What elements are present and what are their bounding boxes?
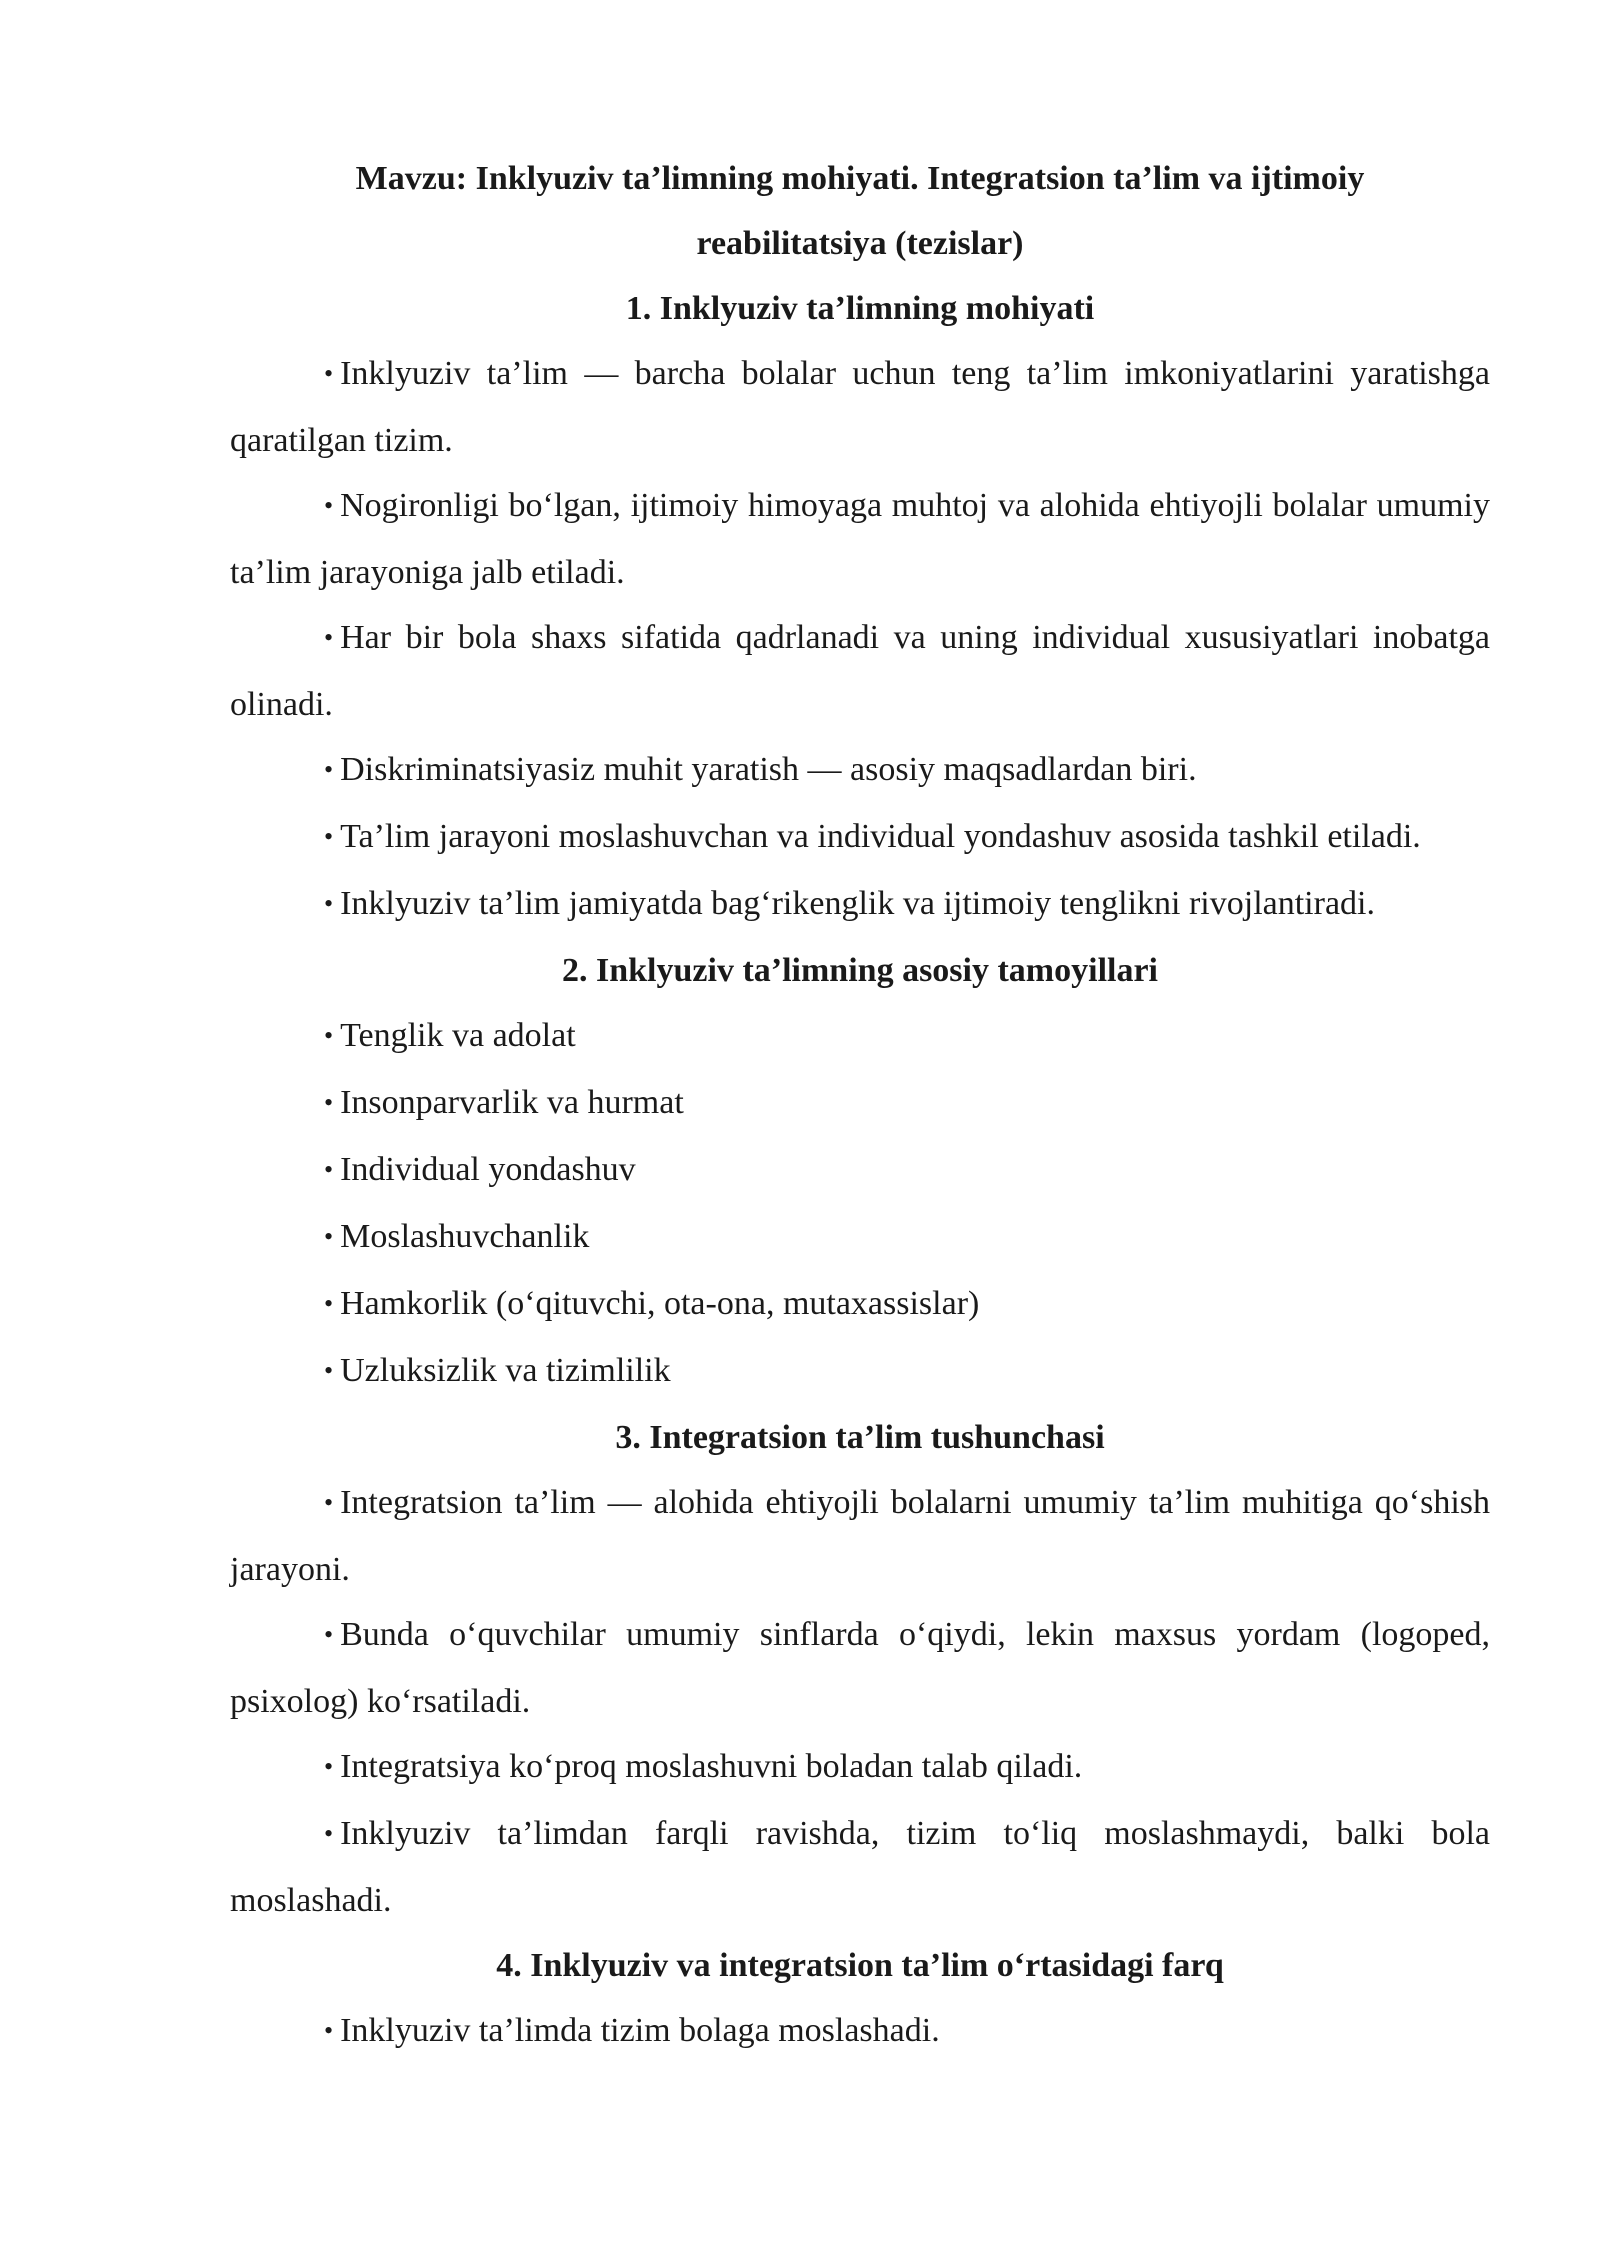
list-item: • Insonparvarlik va hurmat	[324, 1084, 684, 1121]
list-item: • Integratsion ta’lim — alohida ehtiyojli bolalarni umumiy ta’lim muhitiga qo‘shish jarayoni.	[230, 1484, 1490, 1588]
bullet-icon: •	[324, 889, 334, 918]
bullet-icon: •	[324, 1819, 334, 1848]
list-item: • Diskriminatsiyasiz muhit yaratish — asosiy maqsadlardan biri.	[324, 751, 1197, 788]
list-item: • Uzluksizlik va tizimlilik	[324, 1352, 671, 1389]
bullet-icon: •	[324, 1356, 334, 1385]
bullet-icon: •	[324, 1088, 334, 1117]
bullet-icon: •	[324, 1620, 334, 1649]
bullet-icon: •	[324, 2016, 334, 2045]
document-page	[230, 146, 1490, 2065]
list-item: • Ta’lim jarayoni moslashuvchan va individual yondashuv asosida tashkil etiladi.	[324, 818, 1421, 855]
bullet-icon: •	[324, 623, 334, 652]
bullet-icon: •	[324, 1155, 334, 1184]
list-item: • Inklyuziv ta’lim — barcha bolalar uchun teng ta’lim imkoniyatlarini yaratishga qaratilgan tizim.	[230, 355, 1490, 459]
section-heading-3: 3. Integratsion ta’lim tushunchasi	[615, 1419, 1105, 1456]
list-item: • Nogironligi bo‘lgan, ijtimoiy himoyaga muhtoj va alohida ehtiyojli bolalar umumiy ta’lim jarayoniga jalb etiladi.	[230, 487, 1490, 591]
bullet-icon: •	[324, 1488, 334, 1517]
list-item: • Moslashuvchanlik	[324, 1218, 590, 1255]
bullet-icon: •	[324, 755, 334, 784]
list-item: • Har bir bola shaxs sifatida qadrlanadi va uning individual xususiyatlari inobatga olinadi.	[230, 619, 1490, 723]
list-item: • Inklyuziv ta’limdan farqli ravishda, tizim to‘liq moslashmaydi, balki bola moslashadi.	[230, 1815, 1490, 1919]
bullet-icon: •	[324, 491, 334, 520]
bullet-icon: •	[324, 1222, 334, 1251]
bullet-icon: •	[324, 359, 334, 388]
list-item: • Integratsiya ko‘proq moslashuvni boladan talab qiladi.	[324, 1748, 1083, 1785]
section-heading-2: 2. Inklyuziv ta’limning asosiy tamoyillari	[562, 952, 1158, 989]
bullet-icon: •	[324, 1752, 334, 1781]
list-item: • Individual yondashuv	[324, 1151, 636, 1188]
list-item: • Bunda o‘quvchilar umumiy sinflarda o‘qiydi, lekin maxsus yordam (logoped, psixolog) ko‘rsatiladi.	[230, 1616, 1490, 1720]
document-title: Mavzu: Inklyuziv ta’limning mohiyati. Integratsion ta’lim va ijtimoiy reabilitatsiya (tezislar)	[355, 160, 1365, 262]
section-heading-1: 1. Inklyuziv ta’limning mohiyati	[625, 290, 1095, 327]
list-item: • Hamkorlik (o‘qituvchi, ota-ona, mutaxassislar)	[324, 1285, 980, 1322]
list-item: • Inklyuziv ta’limda tizim bolaga moslashadi.	[324, 2012, 940, 2049]
list-item: • Inklyuziv ta’lim jamiyatda bag‘rikenglik va ijtimoiy tenglikni rivojlantiradi.	[324, 885, 1375, 922]
bullet-icon: •	[324, 1021, 334, 1050]
list-item: • Tenglik va adolat	[324, 1017, 576, 1054]
section-heading-4: 4. Inklyuziv va integratsion ta’lim o‘rtasidagi farq	[496, 1947, 1224, 1984]
bullet-icon: •	[324, 822, 334, 851]
bullet-icon: •	[324, 1289, 334, 1318]
